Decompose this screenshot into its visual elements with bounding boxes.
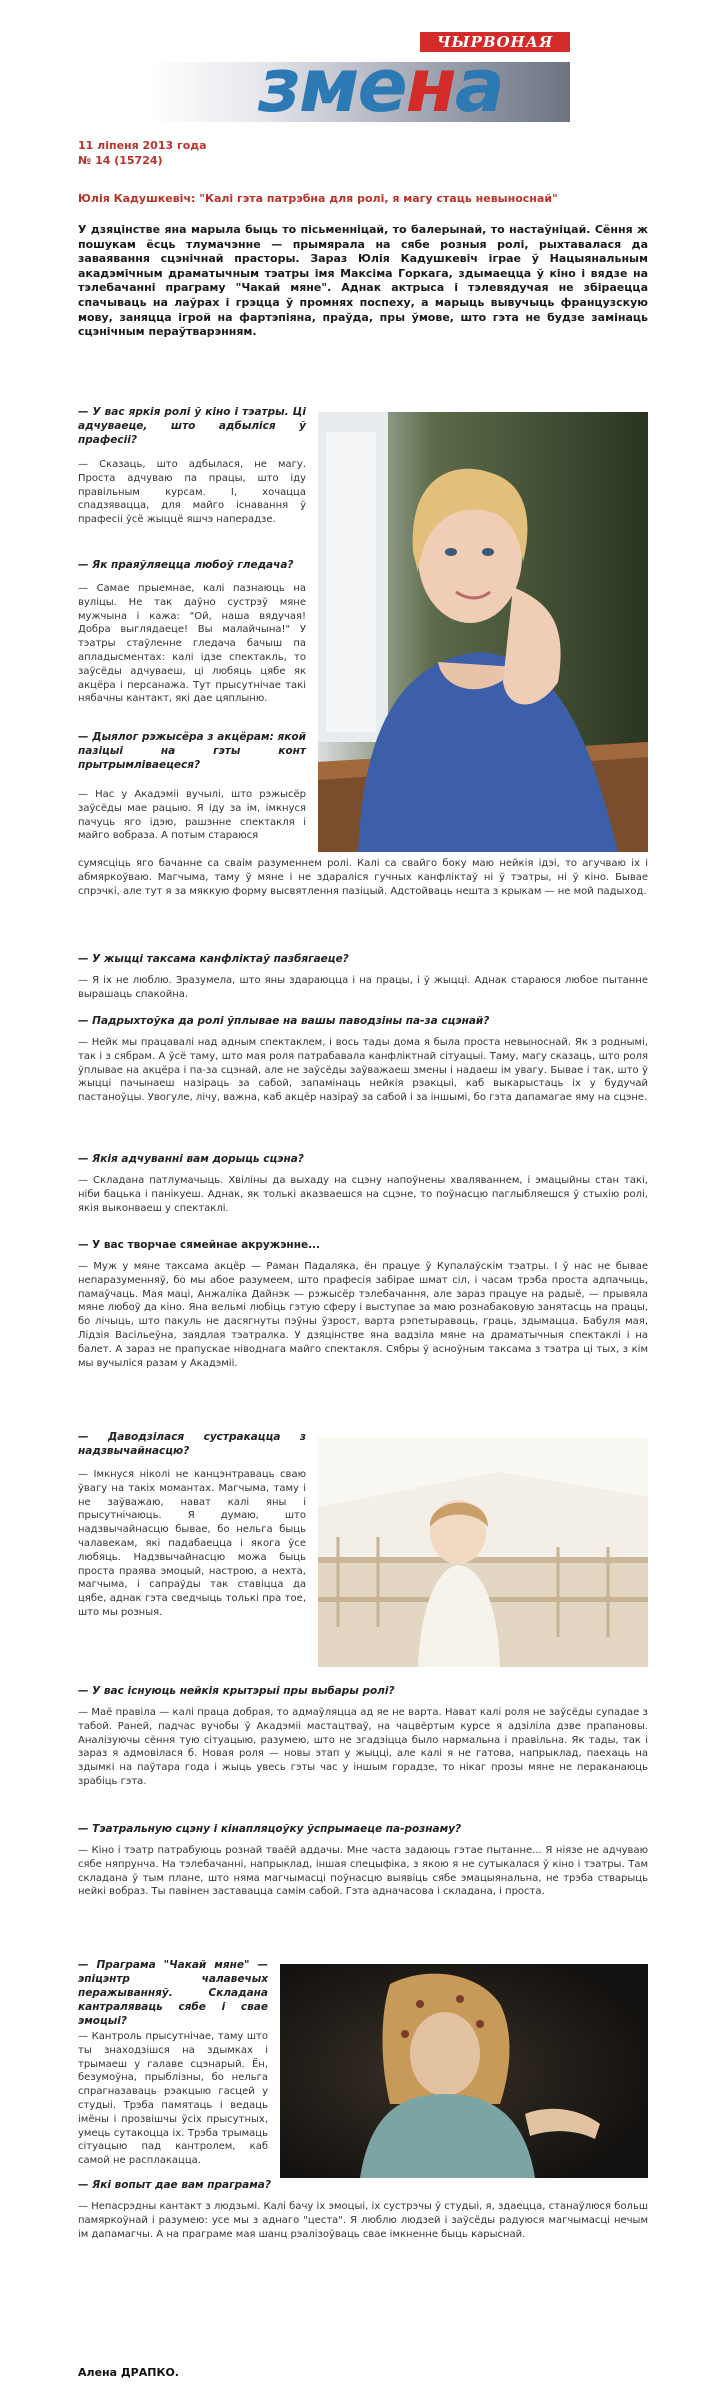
- question-10: — Тэатральную сцэну і кінапляцоўку ўспрымаеце па-рознаму?: [78, 1823, 462, 1835]
- question-5: — Падрыхтоўка да ролі ўплывае на вашы паводзіны па-за сцэнай?: [78, 1015, 490, 1027]
- answer-3-part-2: сумясціць яго бачанне са сваім разуменнем ролі. Калі са свайго боку маю нейкія ідэі, то агучваю іх і абмяркоўваю. Магчыма, таму ў мяне і не здараліся гучных канфліктаў ні ў тэатры, ні ў кіно. Бывае спрэчкі, але тут я за мяккую форму высвятлення пазіцый. Адстойваць нешта з крыкам — не мой падыход.: [78, 858, 648, 897]
- newspaper-logo: [150, 22, 570, 128]
- answer-8: — Імкнуся ніколі не канцэнтраваць сваю ўвагу на такіх момантах. Магчыма, таму і не заўважаю, нават калі яны і прысутнічаюць. Я думаю, што надзвычайнасцю бывае, бо нельга быць чалавекам, які падабаецца і якога ўсе любяць. Надзвычайнасцю можа быць проста праява эмоцый, настрою, а нехта, магчыма, і сапраўды так ставіцца да цябе, аднак гэта сведчыць толькі пра тое, што мы розныя.: [78, 1469, 306, 1618]
- answer-1: — Сказаць, што адбылася, не магу. Проста адчуваю па працы, што іду правільным курсам. І, хочацца спадзявацца, для майго існавання ў прафесіі ўсё жыццё яшчэ наперадзе.: [78, 459, 306, 526]
- answer-12: — Непасрэдны кантакт з людзьмі. Калі бачу іх эмоцыі, іх сустрэчы ў студыі, я, здаецца, станаўлюся больш памяркоўнай і разумею: усе мы з аднаго "цеста". Я люблю людзей і заўсёды радуюся магчымасці нечым ім дапамагчы. А на праграме мая шанц рэалізоўваць свае імкненне быць карыснай.: [78, 2201, 648, 2240]
- answer-6: — Складана патлумачыць. Хвіліны да выхаду на сцэну напоўнены хваляваннем, і эмацыйны стан такі, ніби бацька і панікуеш. Аднак, як толькі аказваешся на сцэне, то поўнасцю паглыбляешся ў стыхію ролі, якія выконваеш у спектаклі.: [78, 1175, 648, 1214]
- author-signature: Алена ДРАПКО.: [78, 2366, 179, 2379]
- question-7: — У вас творчае сямейнае акружэнне...: [78, 1239, 321, 1251]
- question-3: — Дыялог рэжысёра з акцёрам: якой пазіцыі на гэты конт прытрымліваецеся?: [78, 731, 306, 771]
- stage-photo: [280, 1964, 648, 2178]
- question-1: — У вас яркія ролі ў кіно і тэатры. Ці адчуваеце, што адбыліся ў прафесіі?: [78, 406, 306, 446]
- outdoor-photo: [318, 1437, 648, 1667]
- answer-9: — Маё правіла — калі праца добрая, то адмаўляцца ад яе не варта. Нават калі роля не заўсёды супадае з табой. Раней, падчас вучобы ў Акадэміі мастацтваў, на чацвёртым курсе я адзіліла дзве прапановы. Аналізуючы сёння тую сітуацыю, разумею, што не згадзіцца было нармальна і правільна. Як тады, так і зараз я адмовілася б. Новая роля — новы этап у жыцці, але калі я не гатова, напрыклад, паехаць на здымкі на паўтара года і жыць увесь гэты час у іншым горадзе, то нікаг прозы мяне не пераканаюць зрабіць гэта.: [78, 1707, 648, 1787]
- issue-date: 11 ліпеня 2013 года: [78, 139, 207, 152]
- logo-top-word: ЧЫРВОНАЯ: [436, 33, 554, 51]
- answer-10: — Кіно і тэатр патрабуюць рознай тваёй аддачы. Мне часта задаюць гэтае пытанне... Я ніязе не адчуваю сябе няпрунча. На тэлебачанні, напрыклад, іншая спецыфіка, з якою я не сутыкалася ў кіно і тэатры. Там складана ў тым плане, што няма магчымасці поўнасцю выявіць сябе эмацыянальна, не трэба стварыць нейкі вобраз. Ты павінен заставацца самім сабой. Гэта адначасова і складана, і проста.: [78, 1845, 648, 1898]
- question-2: — Як праяўляецца любоў гледача?: [78, 559, 294, 571]
- portrait-photo: [318, 412, 648, 852]
- question-6: — Якія адчуванні вам дорыць сцэна?: [78, 1153, 304, 1165]
- question-8: — Даводзілася сустракацца з надзвычайнасцю?: [78, 1431, 306, 1457]
- answer-4: — Я іх не люблю. Зразумела, што яны здараюцца і на працы, і ў жыцці. Аднак стараюся любое пытанне вырашаць спакойна.: [78, 975, 648, 1000]
- article-lead: У дзяцінстве яна марыла быць то пісьменніцай, то балерынай, то настаўніцай. Сёння ж пошукам ёсць тлумачэнне — прымярала на сябе розныя ролі, рыхтавалася да заваявання сцэнічнай прасторы. Зараз Юлія Кадушкевіч іграе ў Нацыянальным акадэмічным драматычным тэатры імя Максіма Горкага, здымаецца ў кіно і вядзе на тэлебачанні праграму "Чакай мяне". Аднак актрыса і тэлевядучая не збіраецца спачываць на лаўрах і грэцца ў промнях поспеху, а марыць вывучыць французскую мову, заняцца ігрой на фартэпіяна, праўда, пры ўмове, што гэта не будзе замінаць сцэнічным пераўтварэнням.: [78, 223, 648, 339]
- question-4: — У жыцці таксама канфліктаў пазбягаеце?: [78, 953, 349, 965]
- question-12: — Які вопыт дае вам праграма?: [78, 2179, 271, 2191]
- answer-11: — Кантроль прысутнічае, таму што ты знаходзішся на здымках і трымаеш у галаве сцэнарый. Ён, безумоўна, прыблізны, бо нельга спрагназаваць рэакцыю гасцей у студыі. Трэба памятаць і ведаць імёны і прозвішчы ўсіх прысутных, умець сутакоцца іх. Трэба трымаць сітуацыю пад кантролем, каб самой не расплакацца.: [78, 2031, 268, 2167]
- issue-number: № 14 (15724): [78, 154, 163, 167]
- question-9: — У вас існуюць нейкія крытэрыі пры выбары ролі?: [78, 1685, 395, 1697]
- question-11: — Праграма "Чакай мяне" — эпіцэнтр чалавечых перажыванняў. Складана кантраляваць сябе і свае эмоцыі?: [78, 1959, 268, 2027]
- answer-3-part-1: — Нас у Акадэміі вучылі, што рэжысёр заўсёды мае рацыю. Я іду за ім, імкнуся пачуць яго ідэю, рашэнне спектакля і майго вобраза. А потым стараюся: [78, 789, 306, 842]
- article-title: Юлія Кадушкевіч: "Калі гэта патрэбна для ролі, я магу стаць невыноснай": [78, 192, 558, 205]
- answer-5: — Нейк мы працавалі над адным спектаклем, і вось тады дома я была проста невыноснай. Як з роднымі, так і з сябрам. А ўсё таму, што мая роля патрабавала канфліктнай сітуацыі. Таму, магу сказаць, што роля ўплывае на акцёра і па-за сцэнай, але не заўсёды заўважаеш змены і надаеш ім увагу. Бывае і так, што ў жыцці пачынаеш назіраць за сабой, запамінаць нейкія рэакцыі, каб выкарыстаць іх у будучай пастаноўцы. Увогуле, лічу, важна, каб акцёр назіраў за сабой і за іншымі, бо гэта дапамагае яму на сцэне.: [78, 1037, 648, 1104]
- answer-2: — Самае прыемнае, калі пазнаюць на вуліцы. Не так даўно сустрэў мяне мужчына і кажа: "Ой, наша вядучая! Добра выглядаеце! Вы малайчына!" У тэатры стаўленне гледача бачыш па апладысментах: калі ідзе спектакль, то заўсёды адчуваеш, ці любяць цябе як акцёра і персанажа. Тут прысутнічае такі нябачны кантакт, які дае цяплыню.: [78, 583, 306, 705]
- logo-word: змена: [258, 43, 503, 129]
- answer-7: — Муж у мяне таксама акцёр — Раман Падаляка, ён працуе ў Купалаўскім тэатры. І ў нас не бывае непаразуменняў, бо мы абое разумеем, што прафесія забірае шмат сіл, і часам трэба проста адпачыць, памаўчаць. Мая маці, Анжаліка Дайнэк — рэжысёр тэлебачання, але зараз працуе на радыё, — прывяла мяне любоў да кіно. Яна вельмі любіць гэтую сферу і выступае за маю рознабаковую занятасць на працы, бо лічыць, што пакуль не дасягнуты пэўны ўзрост, варта рэпетыраваць, граць, здымацца. Бабуля мая, Лідзія Васільеўна, заядлая тэатралка. У дзяцінстве яна вадзіла мяне на драматычныя спектаклі і на балет. А зараз не прапускае ніводнага майго спектакля. Сябры ў асноўным таксама з тэатра ці тых, з кім мы вучыліся разам у Акадэміі.: [78, 1261, 648, 1369]
- issue-info: [78, 138, 207, 168]
